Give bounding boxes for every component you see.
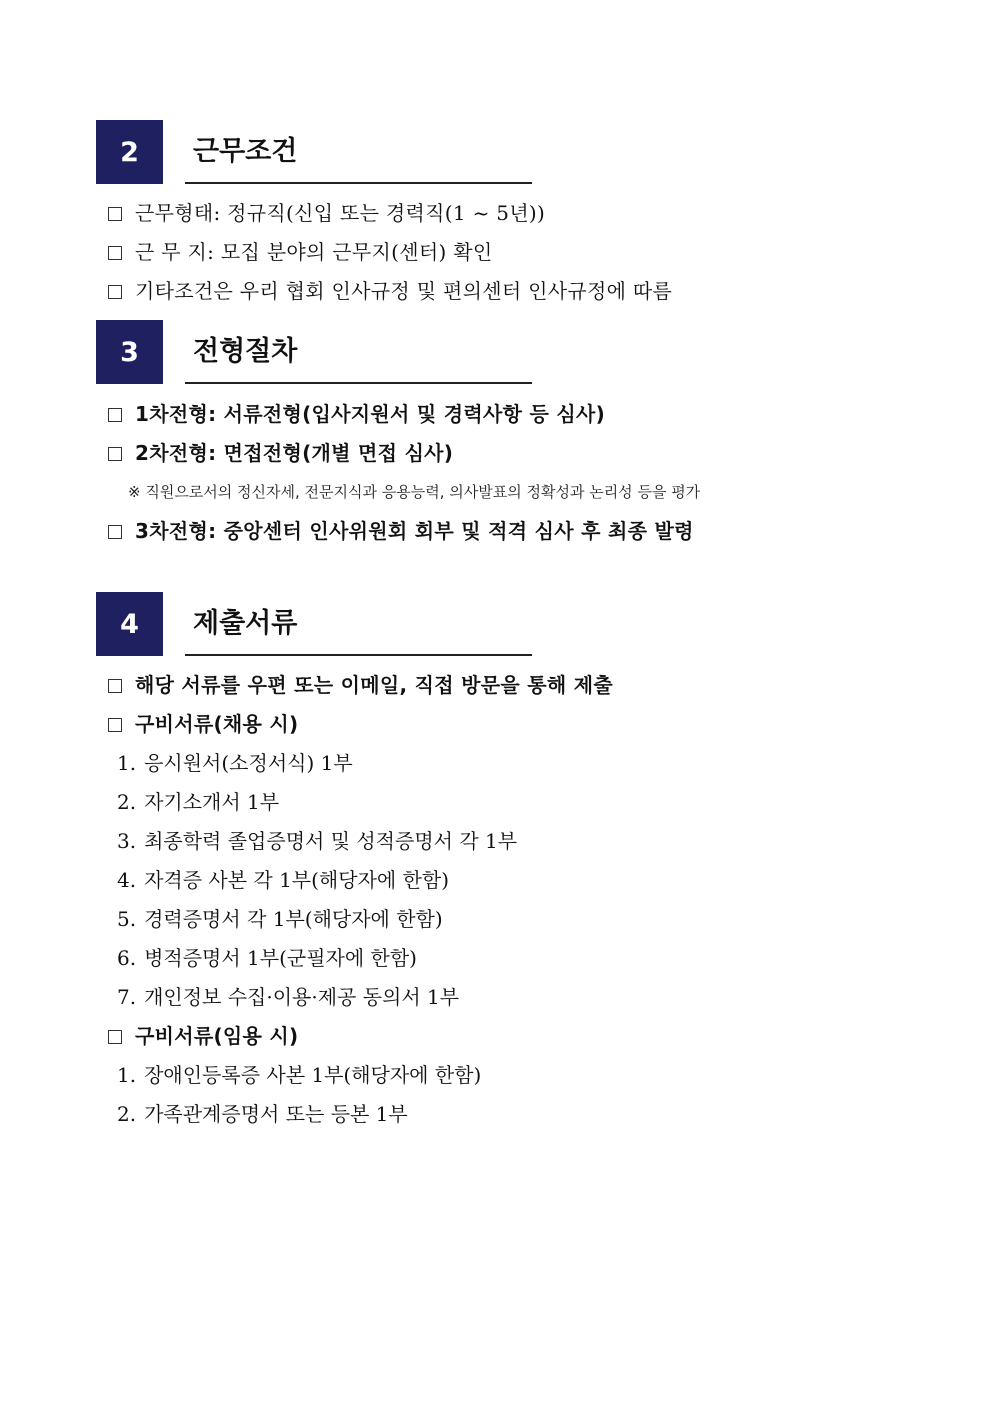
list-item-text: 장애인등록증 사본 1부(해당자에 한함) xyxy=(144,1063,482,1087)
checkbox-icon xyxy=(108,447,122,461)
list-item xyxy=(117,753,353,773)
list-item-number: 1. xyxy=(117,751,137,775)
section-number: 3 xyxy=(120,336,139,368)
checkbox-icon xyxy=(108,408,122,422)
list-item-number: 5. xyxy=(117,907,137,931)
list-item-text: 가족관계증명서 또는 등본 1부 xyxy=(144,1102,408,1126)
list-item-number: 1. xyxy=(117,1063,137,1087)
list-item-text: 경력증명서 각 1부(해당자에 한함) xyxy=(144,907,443,931)
checkbox-item-text: 3차전형: 중앙센터 인사위원회 회부 및 적격 심사 후 최종 발령 xyxy=(135,519,694,543)
checkbox-item xyxy=(108,1026,298,1046)
list-item-number: 2. xyxy=(117,790,137,814)
section-number-badge xyxy=(96,120,163,184)
section-title: 근무조건 xyxy=(193,136,298,167)
checkbox-icon xyxy=(108,246,122,260)
list-item xyxy=(117,948,417,968)
list-item xyxy=(117,870,449,890)
section-divider xyxy=(185,382,532,384)
section-title: 제출서류 xyxy=(193,608,298,639)
list-item-text: 자기소개서 1부 xyxy=(144,790,280,814)
checkbox-item xyxy=(108,281,672,301)
evaluation-note: ※ 직원으로서의 정신자세, 전문지식과 응용능력, 의사발표의 정확성과 논리성 등을 평가 xyxy=(128,483,701,501)
checkbox-icon xyxy=(108,679,122,693)
list-item-text: 최종학력 졸업증명서 및 성적증명서 각 1부 xyxy=(144,829,518,853)
list-item-number: 7. xyxy=(117,985,137,1009)
list-item-text: 응시원서(소정서식) 1부 xyxy=(144,751,353,775)
checkbox-item xyxy=(108,675,613,695)
checkbox-icon xyxy=(108,285,122,299)
checkbox-item-text: 구비서류(채용 시) xyxy=(135,712,299,736)
checkbox-item-text: 근무형태: 정규직(신입 또는 경력직(1 ~ 5년)) xyxy=(135,201,546,225)
list-item-number: 4. xyxy=(117,868,137,892)
checkbox-item-text: 해당 서류를 우편 또는 이메일, 직접 방문을 통해 제출 xyxy=(135,673,614,697)
checkbox-item xyxy=(108,404,605,424)
section-number-badge xyxy=(96,592,163,656)
list-item xyxy=(117,792,279,812)
list-item xyxy=(117,1065,481,1085)
checkbox-item-text: 근 무 지: 모집 분야의 근무지(센터) 확인 xyxy=(135,240,493,264)
list-item-number: 2. xyxy=(117,1102,137,1126)
list-item xyxy=(117,909,443,929)
checkbox-item xyxy=(108,521,694,541)
checkbox-icon xyxy=(108,718,122,732)
list-item-number: 3. xyxy=(117,829,137,853)
checkbox-icon xyxy=(108,207,122,221)
section-title: 전형절차 xyxy=(193,336,298,367)
list-item-text: 개인정보 수집·이용·제공 동의서 1부 xyxy=(144,985,460,1009)
section-divider xyxy=(185,654,532,656)
checkbox-item-text: 구비서류(임용 시) xyxy=(135,1024,299,1048)
list-item xyxy=(117,831,517,851)
checkbox-item xyxy=(108,242,493,262)
section-number: 4 xyxy=(120,608,139,640)
section-number: 2 xyxy=(120,136,139,168)
list-item xyxy=(117,1104,408,1124)
checkbox-icon xyxy=(108,525,122,539)
checkbox-item-text: 기타조건은 우리 협회 인사규정 및 편의센터 인사규정에 따름 xyxy=(135,279,673,303)
list-item-text: 자격증 사본 각 1부(해당자에 한함) xyxy=(144,868,450,892)
list-item xyxy=(117,987,459,1007)
checkbox-item xyxy=(108,443,453,463)
checkbox-item xyxy=(108,203,545,223)
list-item-number: 6. xyxy=(117,946,137,970)
checkbox-item-text: 1차전형: 서류전형(입사지원서 및 경력사항 등 심사) xyxy=(135,402,606,426)
checkbox-item xyxy=(108,714,298,734)
section-number-badge xyxy=(96,320,163,384)
section-divider xyxy=(185,182,532,184)
checkbox-icon xyxy=(108,1030,122,1044)
checkbox-item-text: 2차전형: 면접전형(개별 면접 심사) xyxy=(135,441,454,465)
list-item-text: 병적증명서 1부(군필자에 한함) xyxy=(144,946,417,970)
